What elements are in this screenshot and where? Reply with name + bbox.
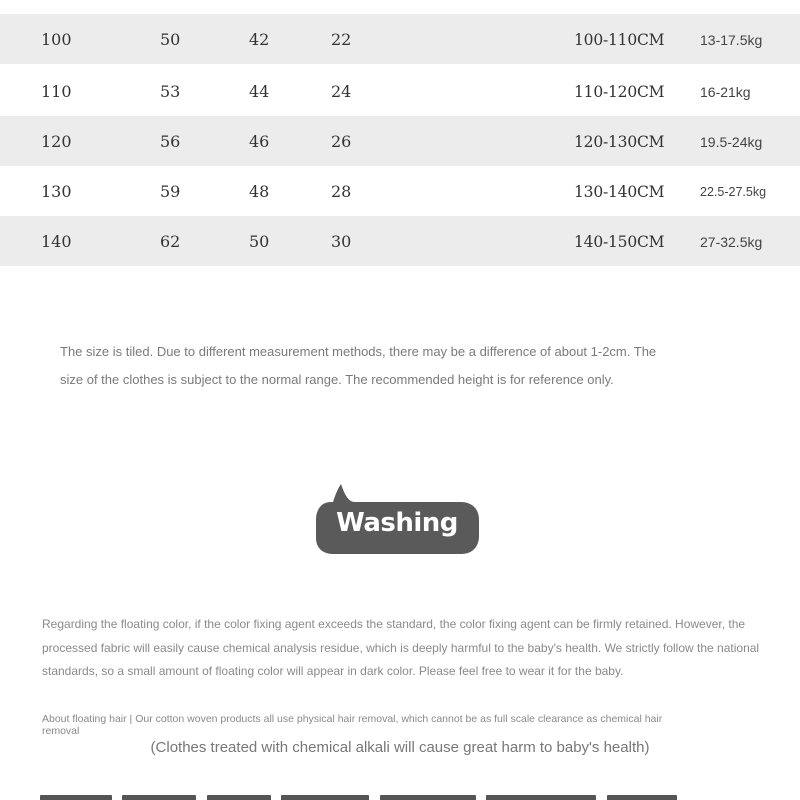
size-table (0, 14, 800, 266)
table-cell: 120 (41, 132, 72, 151)
cropped-glyph-block (380, 795, 476, 800)
table-cell: 42 (249, 30, 270, 49)
washing-label: Washing (336, 508, 458, 538)
table-cell: 140-150CM (574, 233, 665, 251)
cropped-glyph-block (40, 795, 112, 800)
floating-hair-paragraph: About floating hair | Our cotton woven products all use physical hair removal, which cannot be as full scale clearance as chemical hair removal (42, 713, 663, 737)
warning-caption: (Clothes treated with chemical alkali will cause great harm to baby's health) (150, 739, 650, 756)
table-cell: 46 (249, 132, 270, 151)
table-cell: 48 (249, 182, 270, 201)
table-cell: 28 (331, 182, 352, 201)
size-note (60, 338, 700, 394)
table-row (0, 66, 800, 116)
table-cell: 16-21kg (700, 84, 751, 100)
table-cell: 59 (160, 182, 181, 201)
table-cell: 56 (160, 132, 181, 151)
cropped-glyph-block (607, 795, 677, 800)
table-cell: 19.5-24kg (700, 134, 763, 150)
table-cell: 110 (41, 82, 72, 101)
table-cell: 44 (249, 82, 270, 101)
cropped-text-strip (40, 790, 760, 800)
table-row (0, 166, 800, 216)
table-cell: 100-110CM (574, 31, 665, 49)
cropped-glyph-block (207, 795, 271, 800)
table-cell: 130 (41, 182, 72, 201)
cropped-glyph-block (281, 795, 369, 800)
table-cell: 30 (331, 232, 352, 251)
table-cell: 50 (249, 232, 270, 251)
table-cell: 130-140CM (574, 183, 665, 201)
table-cell: 13-17.5kg (700, 32, 763, 48)
table-cell: 140 (41, 232, 72, 251)
table-cell: 100 (41, 30, 72, 49)
table-cell: 120-130CM (574, 133, 665, 151)
table-cell: 26 (331, 132, 352, 151)
table-row (0, 14, 800, 64)
table-cell: 62 (160, 232, 181, 251)
size-note-line: size of the clothes is subject to the normal range. The recommended height is for reference only. (60, 372, 614, 387)
table-cell: 27-32.5kg (700, 234, 763, 250)
table-cell: 22 (331, 30, 352, 49)
table-cell: 110-120CM (574, 83, 665, 101)
table-cell: 50 (160, 30, 181, 49)
cropped-glyph-block (122, 795, 196, 800)
size-note-line: The size is tiled. Due to different measurement methods, there may be a difference of about 1-2cm. The (60, 344, 657, 359)
washing-badge (315, 480, 483, 558)
table-row (0, 216, 800, 266)
table-cell: 24 (331, 82, 352, 101)
cropped-glyph-block (486, 795, 596, 800)
table-row (0, 116, 800, 166)
floating-color-paragraph: Regarding the floating color, if the color fixing agent exceeds the standard, the color fixing agent can be firmly retained. However, the processed fabric will easily cause chemical analysis residue, which is deeply harmful to the baby's health. We strictly follow the national standards, so a small amount of floating color will appear in dark color. Please feel free to wear it for the baby. (42, 617, 760, 678)
table-cell: 22.5-27.5kg (700, 185, 767, 199)
table-cell: 53 (160, 82, 181, 101)
